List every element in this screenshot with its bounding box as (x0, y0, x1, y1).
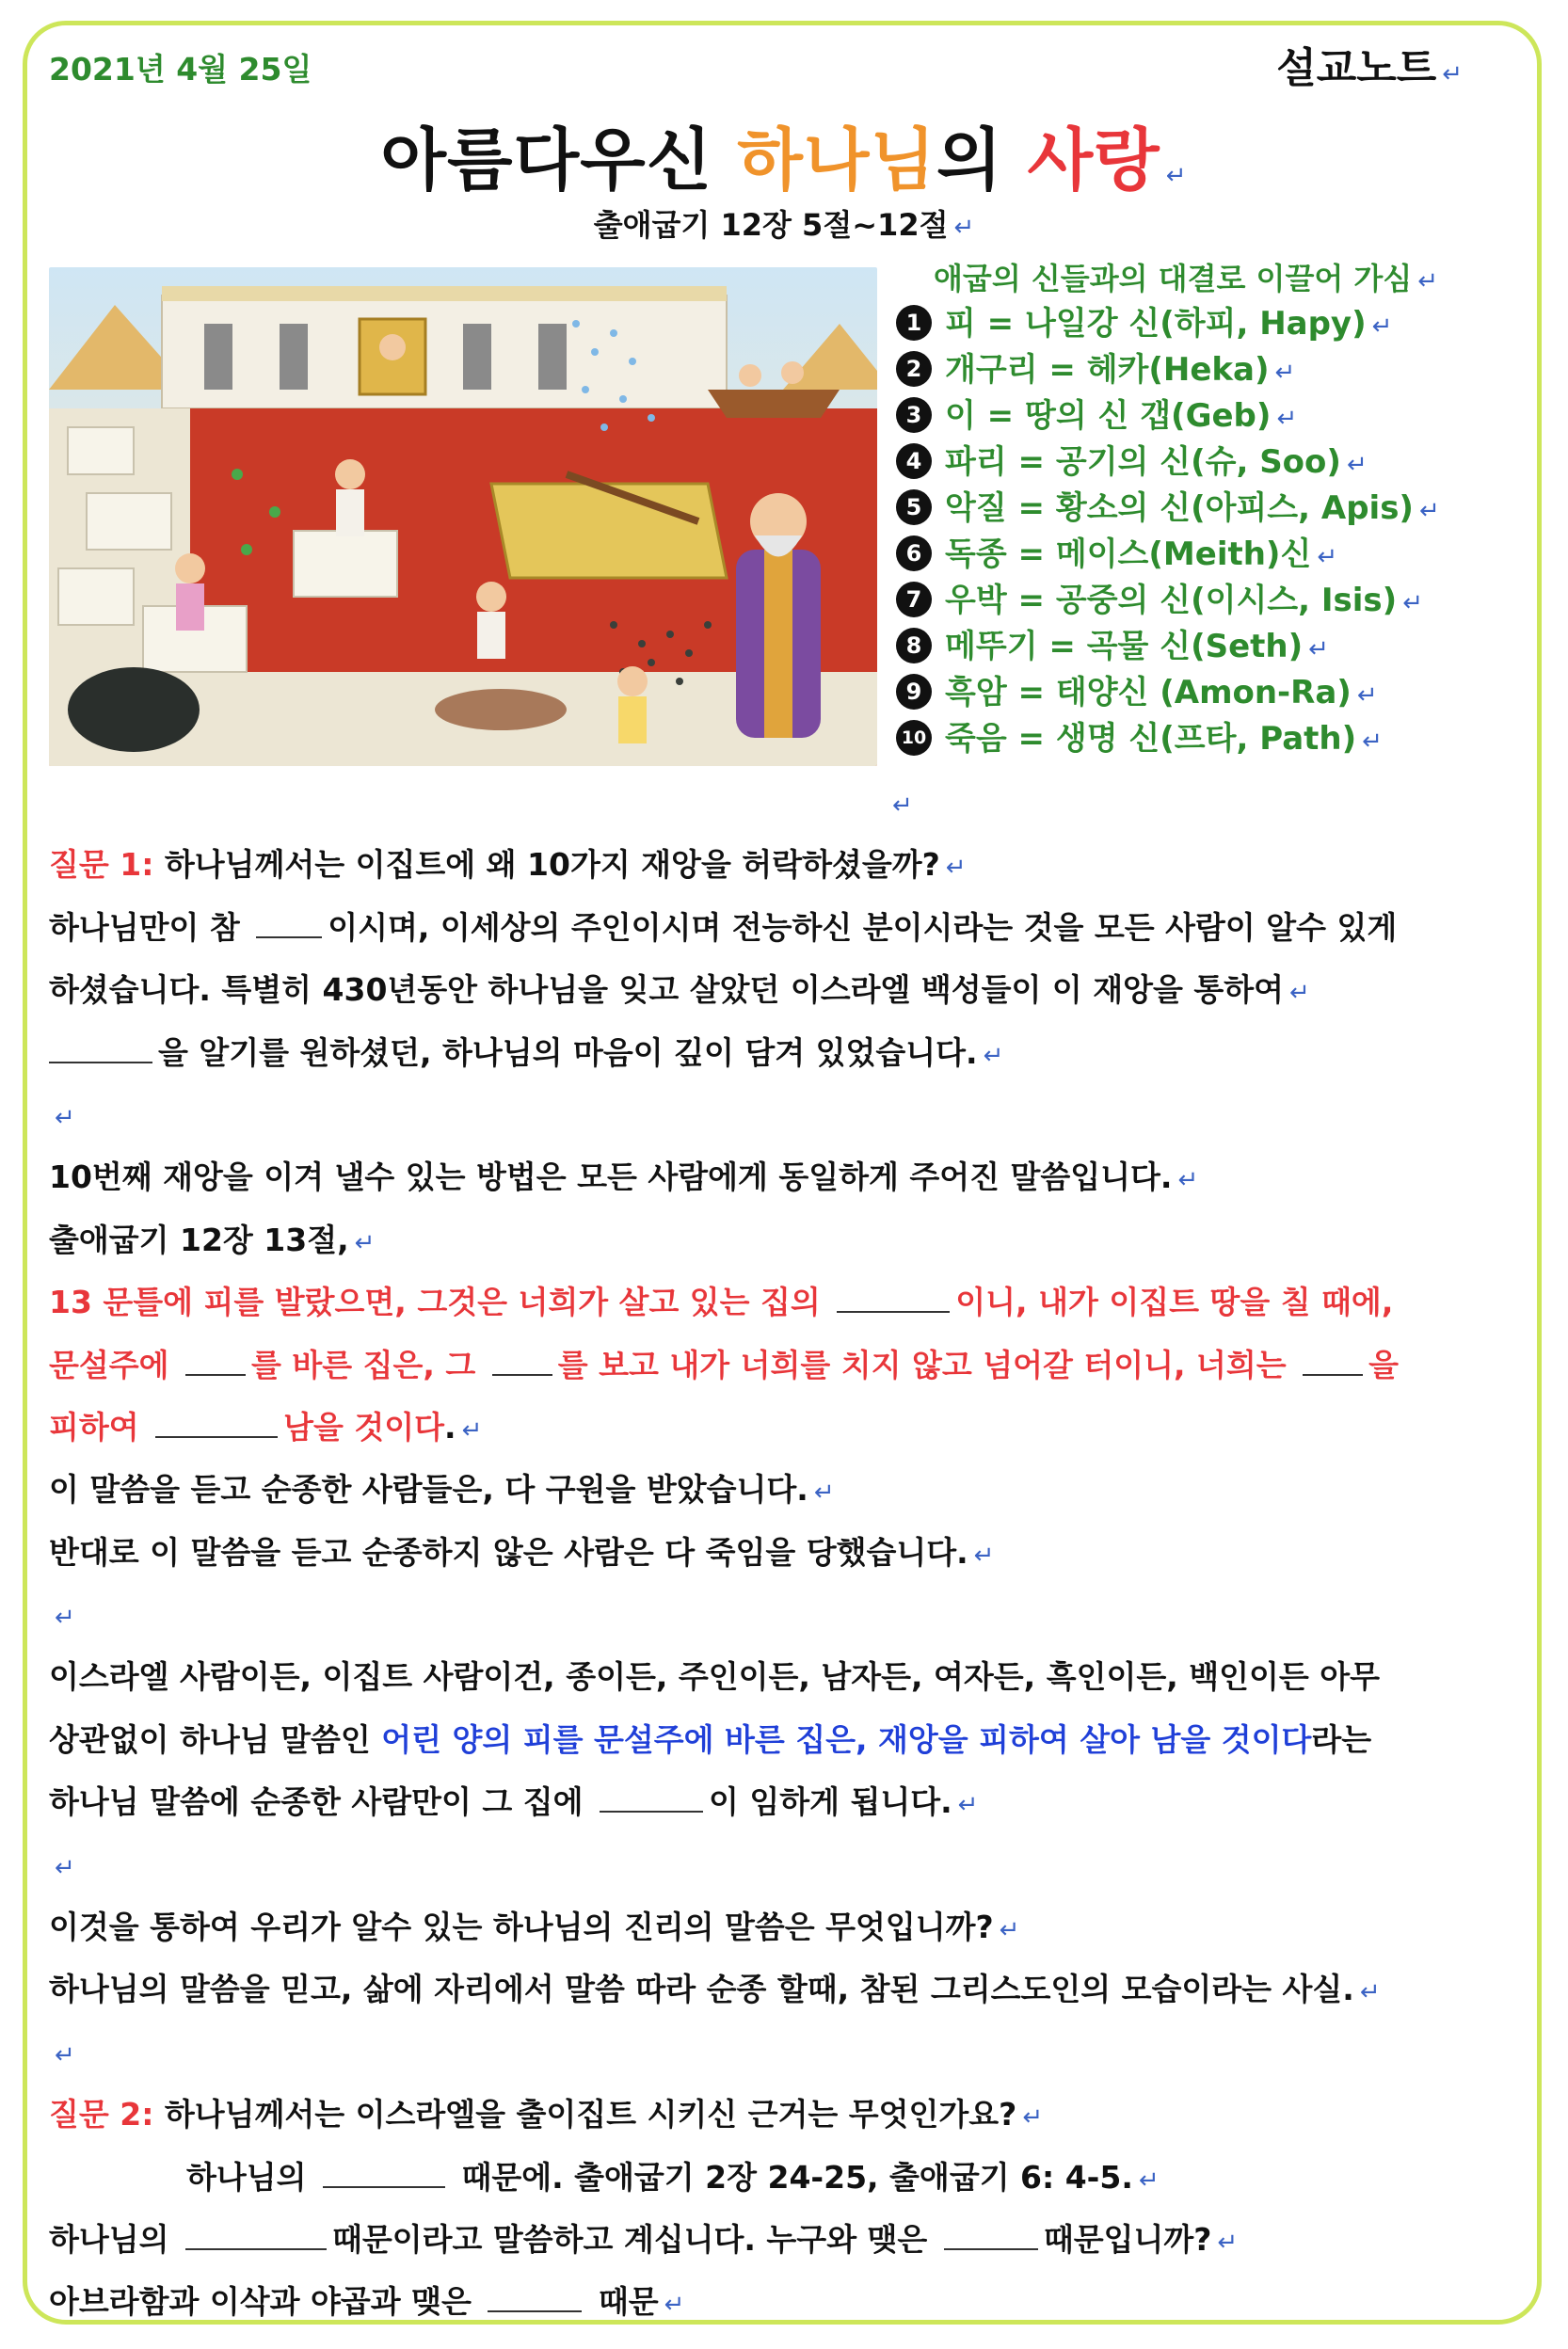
verse-text: . (444, 1408, 456, 1446)
plague-text: 메뚜기 = 곡물 신(Seth) (945, 628, 1304, 665)
plague-item (896, 486, 1517, 532)
return-mark: ↵ (999, 1916, 1020, 1945)
plague-item (896, 716, 1517, 762)
paragraph-line (49, 1958, 1523, 2021)
return-mark: ↵ (1442, 60, 1463, 88)
fill-in-blank[interactable] (488, 2282, 582, 2312)
plague-item (896, 670, 1517, 716)
return-mark: ↵ (1022, 2103, 1044, 2133)
scripture-verse-line (49, 1271, 1523, 1334)
fill-in-blank[interactable] (837, 1283, 950, 1313)
fill-in-blank[interactable] (256, 908, 322, 938)
fill-in-blank[interactable] (600, 1782, 703, 1813)
return-mark: ↵ (55, 1604, 75, 1633)
return-mark: ↵ (354, 1228, 376, 1257)
paragraph-text: 이스라엘 사람이든, 이집트 사람이건, 종이든, 주인이든, 남자든, 여자든, 흑인이든, 백인이든 아무 (49, 1658, 1381, 1696)
fill-in-blank[interactable] (185, 2220, 327, 2250)
answer-line (49, 2271, 1523, 2333)
paragraph-text: 상관없이 하나님 말씀인 (49, 1720, 382, 1758)
plague-text: 죽음 = 생명 신(프타, Path) (945, 720, 1357, 758)
answer-line (49, 959, 1523, 1021)
paragraph-text: 출애굽기 12장 13절, (49, 1221, 349, 1258)
plagues-list (896, 256, 1517, 762)
verse-text: 이니, 내가 이집트 땅을 칠 때에, (955, 1284, 1394, 1321)
return-mark: ↵ (945, 854, 967, 883)
number-circle-icon: 10 (896, 720, 932, 756)
return-mark: ↵ (1274, 359, 1296, 387)
number-circle-icon: 4 (896, 443, 932, 479)
title-part-1: 아름다우신 (380, 120, 738, 200)
empty-line (49, 772, 1523, 834)
highlighted-scripture: 어린 양의 피를 문설주에 바른 집은, 재앙을 피하여 살아 남을 것이다 (381, 1720, 1312, 1758)
verse-text: 문설주에 (49, 1346, 181, 1383)
plague-item (896, 532, 1517, 578)
number-circle-icon: 7 (896, 582, 932, 617)
plague-text: 우박 = 공중의 신(이시스, Isis) (945, 582, 1398, 619)
answer-text: 하셨습니다. 특별히 430년동안 하나님을 잊고 살았던 이스라엘 백성들이 이 재앙을 통하여 (49, 971, 1285, 1009)
empty-line (49, 1834, 1523, 1896)
question-2 (49, 2084, 1523, 2146)
return-mark: ↵ (983, 1041, 1004, 1070)
answer-line (49, 2147, 1523, 2209)
return-mark: ↵ (1362, 727, 1383, 756)
answer-line (49, 897, 1523, 959)
plagues-heading (896, 256, 1517, 301)
empty-line (49, 1084, 1523, 1146)
return-mark: ↵ (1402, 589, 1424, 617)
sermon-body (49, 772, 1523, 2334)
empty-line (49, 2021, 1523, 2084)
plagues-illustration (49, 267, 877, 766)
page-title (0, 105, 1568, 203)
fill-in-blank[interactable] (944, 2220, 1038, 2250)
return-mark: ↵ (1418, 497, 1440, 525)
paragraph-text: 라는 (1311, 1720, 1372, 1758)
return-mark: ↵ (55, 2040, 75, 2069)
fill-in-blank[interactable] (49, 1033, 152, 1063)
title-part-3: 의 (936, 120, 1028, 200)
scripture-reference (0, 201, 1568, 245)
number-circle-icon: 6 (896, 535, 932, 571)
return-mark: ↵ (953, 214, 975, 242)
answer-line (49, 2209, 1523, 2271)
note-label (1276, 34, 1463, 94)
return-mark: ↵ (1276, 405, 1298, 433)
paragraph-text: 10번째 재앙을 이겨 낼수 있는 방법은 모든 사람에게 동일하게 주어진 말씀입니다. (49, 1159, 1173, 1196)
plague-text: 흑암 = 태양신 (Amon-Ra) (945, 674, 1352, 711)
question-text: 하나님께서는 이스라엘을 출이집트 시키신 근거는 무엇인가요? (153, 2096, 1017, 2133)
paragraph-line (49, 1709, 1523, 1771)
return-mark: ↵ (1356, 681, 1378, 710)
plague-text: 개구리 = 헤카(Heka) (945, 351, 1270, 389)
verse-text: 를 보고 내가 너희를 치지 않고 넘어갈 터이니, 너희는 (557, 1346, 1298, 1383)
verse-text: 13 문틀에 피를 발랐으면, 그것은 너희가 살고 있는 집의 (49, 1284, 832, 1321)
title-part-love: 사랑 (1027, 120, 1160, 200)
paragraph-line (49, 1771, 1523, 1833)
plague-item (896, 393, 1517, 439)
fill-in-blank[interactable] (185, 1346, 246, 1376)
return-mark: ↵ (1371, 312, 1393, 341)
verse-text: 을 (1368, 1346, 1400, 1383)
return-mark: ↵ (1289, 979, 1310, 1008)
return-mark: ↵ (664, 2291, 685, 2320)
answer-text: 하나님만이 참 (49, 908, 251, 946)
plague-item (896, 439, 1517, 486)
number-circle-icon: 5 (896, 489, 932, 525)
return-mark: ↵ (55, 1853, 75, 1882)
scripture-verse-line (49, 1334, 1523, 1397)
paragraph-line (49, 1146, 1523, 1208)
return-mark: ↵ (1417, 267, 1439, 296)
scripture-verse-line (49, 1397, 1523, 1459)
fill-in-blank[interactable] (492, 1346, 552, 1376)
return-mark: ↵ (1359, 1978, 1381, 2007)
paragraph-text: 이 임하게 됩니다. (708, 1783, 952, 1821)
plague-text: 피 = 나일강 신(하피, Hapy) (945, 305, 1367, 343)
answer-text: 하나님의 (49, 2220, 181, 2258)
plagues-heading-text: 애굽의 신들과의 대결로 이끌어 가심 (934, 261, 1413, 296)
answer-text: 을 알기를 원하셨던, 하나님의 마음이 깊이 담겨 있었습니다. (158, 1033, 978, 1071)
paragraph-text: 하나님의 말씀을 믿고, 삶에 자리에서 말씀 따라 순종 할때, 참된 그리스도인의 모습이라는 사실. (49, 1971, 1354, 2008)
paragraph-line (49, 1522, 1523, 1584)
answer-text: 때문에. 출애굽기 2장 24-25, 출애굽기 6: 4-5. (451, 2158, 1133, 2196)
number-circle-icon: 3 (896, 397, 932, 433)
return-mark: ↵ (892, 791, 913, 820)
question-label: 질문 1: (49, 846, 154, 884)
return-mark: ↵ (1346, 451, 1368, 479)
note-label-text: 설교노트 (1276, 44, 1437, 92)
return-mark: ↵ (1177, 1166, 1199, 1195)
paragraph-line (49, 1646, 1523, 1708)
title-part-god: 하나님 (737, 120, 936, 200)
paragraph-line (49, 1896, 1523, 1958)
return-mark: ↵ (461, 1415, 483, 1445)
paragraph-line (49, 1459, 1523, 1521)
plague-text: 파리 = 공기의 신(슈, Soo) (945, 443, 1341, 481)
answer-text: 이시며, 이세상의 주인이시며 전능하신 분이시라는 것을 모든 사람이 알수 있게 (328, 908, 1398, 946)
number-circle-icon: 2 (896, 351, 932, 387)
answer-text: 때문 (587, 2283, 659, 2321)
number-circle-icon: 9 (896, 674, 932, 710)
subtitle-text: 출애굽기 12장 5절~12절 (593, 207, 949, 243)
sermon-date: 2021년 4월 25일 (49, 51, 312, 88)
plague-item (896, 624, 1517, 670)
plague-text: 악질 = 황소의 신(아피스, Apis) (945, 489, 1414, 527)
plague-item (896, 347, 1517, 393)
plague-text: 독종 = 메이스(Meith)신 (945, 535, 1312, 573)
question-label: 질문 2: (49, 2096, 154, 2133)
return-mark: ↵ (973, 1541, 995, 1570)
paragraph-line (49, 1209, 1523, 1271)
verse-text: 피하여 (49, 1408, 151, 1446)
paragraph-text: 이 말씀을 듣고 순종한 사람들은, 다 구원을 받았습니다. (49, 1471, 808, 1509)
return-mark: ↵ (1217, 2228, 1239, 2257)
answer-line (49, 1022, 1523, 1084)
return-mark: ↵ (55, 1103, 75, 1132)
answer-text: 아브라함과 이삭과 야곱과 맺은 (49, 2283, 483, 2321)
number-circle-icon: 8 (896, 628, 932, 663)
return-mark: ↵ (1138, 2165, 1160, 2195)
return-mark: ↵ (957, 1791, 979, 1820)
verse-text: 남을 것이다 (283, 1408, 445, 1446)
plague-item (896, 578, 1517, 624)
number-circle-icon: 1 (896, 305, 932, 341)
fill-in-blank[interactable] (155, 1408, 278, 1438)
fill-in-blank[interactable] (1303, 1346, 1363, 1376)
verse-text: 를 바른 집은, 그 (251, 1346, 487, 1383)
answer-text: 때문이라고 말씀하고 계십니다. 누구와 맺은 (332, 2220, 938, 2258)
fill-in-blank[interactable] (323, 2158, 445, 2188)
paragraph-text: 하나님 말씀에 순종한 사람만이 그 집에 (49, 1783, 594, 1821)
empty-line (49, 1584, 1523, 1646)
return-mark: ↵ (1317, 543, 1338, 571)
return-mark: ↵ (1308, 635, 1329, 663)
paragraph-text: 반대로 이 말씀을 듣고 순종하지 않은 사람은 다 죽임을 당했습니다. (49, 1533, 968, 1571)
question-text: 하나님께서는 이집트에 왜 10가지 재앙을 허락하셨을까? (153, 846, 940, 884)
question-1 (49, 834, 1523, 896)
paragraph-text: 이것을 통하여 우리가 알수 있는 하나님의 진리의 말씀은 무엇입니까? (49, 1909, 994, 1946)
answer-text: 때문입니까? (1043, 2220, 1212, 2258)
return-mark: ↵ (1165, 162, 1188, 190)
plague-item (896, 301, 1517, 347)
answer-text: 하나님의 (186, 2158, 318, 2196)
return-mark: ↵ (813, 1478, 835, 1508)
plague-text: 이 = 땅의 신 갭(Geb) (945, 397, 1272, 435)
